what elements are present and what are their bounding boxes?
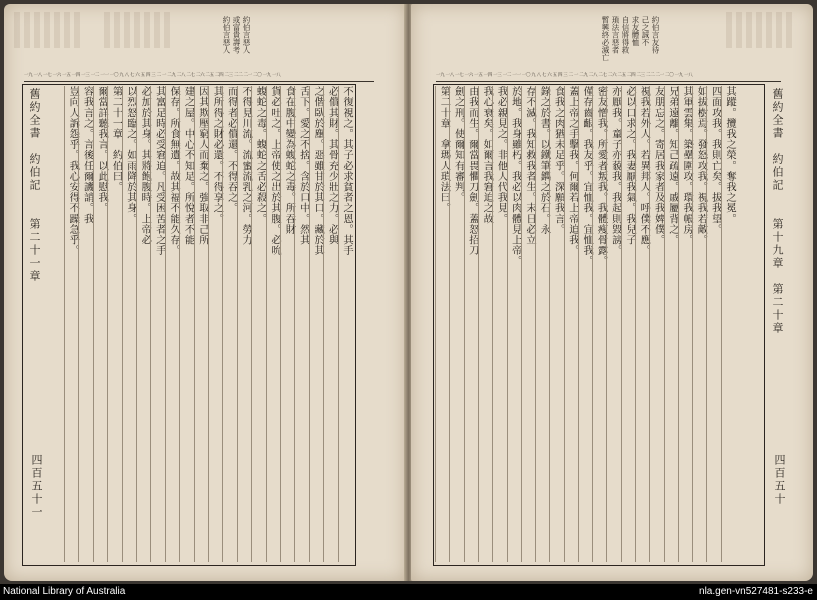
margin-notes-left (200, 16, 250, 56)
text-column: 容我言之。言後任爾譏誚。我 (78, 86, 92, 562)
margin-note: 或富貴壽考 (232, 16, 241, 54)
library-credit: National Library of Australia (3, 586, 126, 597)
page-number-right: 四百五十 (773, 454, 786, 506)
verse-number-bar: 一九 一八 一七 一六 一五 一四 一三 一二 一一 一〇 九 八 七 六 五 四 三 二 一 二九 二八 二七 二六 二五 二四 二三 二二 二一 二〇 一九 一八 (24, 72, 374, 82)
text-column: 必償其財。其骨充少壯之力。必與 (323, 86, 337, 562)
text-column: 四面攻我。我則亡矣。拔我望。 (706, 86, 720, 562)
text-column: 爾當詳聽我言。以此慰我。 (93, 86, 107, 562)
text-columns-left (64, 86, 352, 562)
text-column: 劍之刑。使爾知有審判。 (449, 86, 463, 562)
verse-number-bar: 一九 一八 一七 一六 一五 一四 一三 一二 一一 一〇 九 八 七 六 五 四 三 二 一 二九 二八 二七 二六 二五 二四 二三 二二 二一 二〇 一九 一八 (436, 72, 781, 82)
text-column: 友朋忘之。寄居我家者及我婢僕。 (649, 86, 663, 562)
text-column: 貨必吐之。上帝使之出於其腹。必吮 (266, 86, 280, 562)
margin-note: 約伯言惡人 (222, 16, 231, 54)
text-column: 錄之於書。以鐵筆鐫之於石。永 (535, 86, 549, 562)
running-head-right: 舊約全書 約伯記 第十九章 第二十章 (771, 88, 784, 335)
text-column: 豈向人訴怨乎。我心安得不躁急乎。 (64, 86, 78, 562)
running-head-left: 舊約全書 約伯記 第二十一章 (28, 88, 41, 283)
text-column: 兄弟遠離。知己疏遠。戚屬背之。 (664, 86, 678, 562)
text-column: 食我之肉猶未足乎。深願我言。 (549, 86, 563, 562)
page-number-left: 四百五十一 (30, 454, 43, 519)
text-column: 存不滅。我知救我者生。末日必立 (521, 86, 535, 562)
text-column: 於地。我身雖朽。我必以肉體見上帝。 (507, 86, 521, 562)
text-column: 蝮蛇之毒。蝮蛇之舌必殺之。 (251, 86, 265, 562)
bleed-through (14, 12, 84, 48)
text-column: 必加於其身。其將飽腹時。上帝必 (136, 86, 150, 562)
text-column: 亦厭我。童子亦藐我。我起則毀謗。 (606, 86, 620, 562)
text-column: 第二十一章 約伯曰。 (107, 86, 121, 562)
margin-note: 瑣法言惡者 (611, 16, 620, 54)
text-column: 因其欺壓窮人而棄之。強取非己所 (194, 86, 208, 562)
margin-note: 己之誠不 (641, 16, 650, 46)
text-column: 其富足時必受窘迫。凡受困苦者之手 (150, 86, 164, 562)
bleed-through (726, 12, 796, 48)
text-column: 必以口求之。我妻厭我氣。我兒子 (621, 86, 635, 562)
bleed-through (104, 12, 174, 48)
text-column: 不得見川流。流蜜流乳之河。勞力 (237, 86, 251, 562)
text-column: 之偕臥於塵。惡雖甘於其口。藏於其 (309, 86, 323, 562)
text-column: 由我而生。爾當畏懼刀劍。蓋怒招刀 (464, 86, 478, 562)
text-column: 我心衰矣。如爾言我窘迫之故 (478, 86, 492, 562)
item-identifier: nla.gen-vn527481-s233-e (699, 586, 813, 597)
text-column: 舌下。愛之不捨。含於口中。然其 (294, 86, 308, 562)
text-column: 密友憎我。所愛者叛我。我體瘦骨露。 (592, 86, 606, 562)
text-column: 我必親見之。非他人代我見。 (492, 86, 506, 562)
right-page (411, 4, 813, 581)
left-page (4, 4, 406, 581)
text-column: 視我若外人。若異邦人。呼僕不應。 (635, 86, 649, 562)
margin-note: 求友體恤 (631, 16, 640, 46)
text-column: 如拔樹焉。發怒攻我。視我若敵。 (692, 86, 706, 562)
margin-note: 自信將得救 (621, 16, 630, 54)
text-column: 其蹤。攬我之榮。奪我之冕。 (721, 86, 735, 562)
text-column: 蓋上帝之手擊我。何爾若上帝迫我。 (564, 86, 578, 562)
digitization-footer (0, 584, 817, 600)
text-column: 不復視之。其子必求貧者之恩。其手 (338, 86, 352, 562)
margin-note: 約伯言惡人 (242, 16, 251, 54)
text-column: 保存。所食無遺。故其福不能久存。 (165, 86, 179, 562)
margin-note: 約伯言友待 (651, 16, 660, 54)
text-column: 以烈怒臨之。如雨降於其身。 (122, 86, 136, 562)
text-column: 第二十章 拿瑪人瑣法曰。 (435, 86, 449, 562)
text-columns-right (435, 86, 735, 562)
text-column: 建之屋。中心不知足。所悅者不能 (179, 86, 193, 562)
text-column: 食在腹中變為蝮蛇之毒。所吞財 (280, 86, 294, 562)
text-column: 而得者必償還。不得吞之。 (222, 86, 236, 562)
text-column: 僅存齒齦。我友乎。宜恤我。宜恤我。 (578, 86, 592, 562)
text-column: 其軍雲集。築壘圍攻。環我帳房。 (678, 86, 692, 562)
text-column: 其所得之財必還。不得享之。 (208, 86, 222, 562)
margin-notes-right (559, 16, 660, 61)
margin-note: 暫興終必滅亡 (601, 16, 610, 61)
